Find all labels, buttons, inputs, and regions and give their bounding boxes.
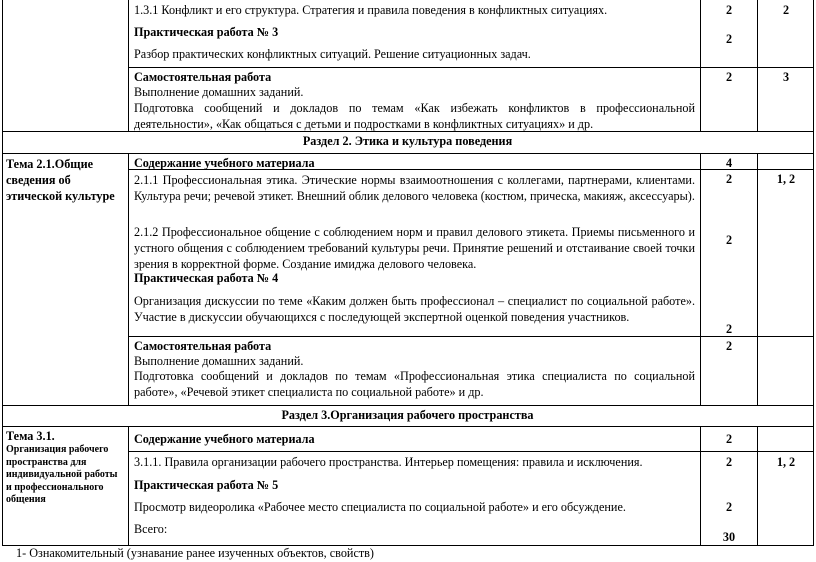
hours-2-1-2: 2 xyxy=(725,233,733,247)
self-work-line1-1: Выполнение домашних заданий. xyxy=(134,85,304,99)
hours-practical-3: 2 xyxy=(725,32,733,46)
practical-5-title: Практическая работа № 5 xyxy=(134,478,279,492)
section-2-title: Раздел 2. Этика и культура поведения xyxy=(302,134,513,148)
item-3-1-1: 3.1.1. Правила организации рабочего пространства. Интерьер помещения: правила и исключения. xyxy=(134,455,643,469)
hours-self-work-2: 2 xyxy=(725,339,733,353)
hours-practical-5: 2 xyxy=(725,500,733,514)
practical-5-text: Просмотр видеоролика «Рабочее место специалиста по социальной работе» и его обсуждение. xyxy=(134,500,626,514)
hours-content-3-1: 2 xyxy=(725,432,733,446)
hours-2-1-1: 2 xyxy=(725,172,733,186)
practical-3-text: Разбор практических конфликтных ситуаций. Решение ситуационных задач. xyxy=(134,47,531,61)
self-work-line2-1: Подготовка сообщений и докладов по темам «Как избежать конфликтов в профессиональной деятельности», «Как общаться с детьми и подростками в конфликтных ситуациях» и др. xyxy=(134,101,695,131)
level-block1: 2 xyxy=(782,3,790,17)
practical-4-title: Практическая работа № 4 xyxy=(134,271,279,285)
total-hours: 30 xyxy=(722,530,736,544)
hours-self-work-1: 2 xyxy=(725,70,733,84)
hours-3-1-1: 2 xyxy=(725,455,733,469)
self-work-title-2: Самостоятельная работа xyxy=(134,339,272,353)
item-2-1-2: 2.1.2 Профессиональное общение с соблюдением норм и правил делового этикета. Приемы письменного и устного общения с соблюдением требований культуры речи. Принятие решений и отстаивание своей точки зрения в корректной форме. Создание имиджа делового человека. xyxy=(134,225,695,271)
theme-3-1-name: Организация рабочего пространства для индивидуальной работы и профессионального общения xyxy=(6,444,118,505)
level-self-work-1: 3 xyxy=(782,70,790,84)
theme-2-1-name: Тема 2.1.Общие сведения об этической культуре xyxy=(6,157,115,203)
level-3-1: 1, 2 xyxy=(776,455,796,469)
footnote: 1- Ознакомительный (узнавание ранее изученных объектов, свойств) xyxy=(16,546,374,560)
hours-practical-4: 2 xyxy=(725,322,733,336)
hours-content-2-1: 4 xyxy=(725,156,733,170)
content-header-3-1: Содержание учебного материала xyxy=(134,432,315,446)
theme-3-1-title: Тема 3.1. xyxy=(6,429,55,443)
practical-3-title: Практическая работа № 3 xyxy=(134,25,279,39)
level-2-1: 1, 2 xyxy=(776,172,796,186)
self-work-line2-2: Подготовка сообщений и докладов по темам «Профессиональная этика специалиста по социальной работе», «Речевой этикет специалиста по социальной работе» и др. xyxy=(134,369,695,399)
total-label: Всего: xyxy=(134,522,168,536)
self-work-line1-2: Выполнение домашних заданий. xyxy=(134,354,304,368)
hours-1-3-1: 2 xyxy=(725,3,733,17)
content-header-2-1: Содержание учебного материала xyxy=(134,156,315,170)
item-2-1-1: 2.1.1 Профессиональная этика. Этические нормы взаимоотношения с коллегами, партнерами, клиентами. Культура речи; речевой этикет. Внешний облик делового человека (костюм, прическа, макияж, аксессуары). xyxy=(134,173,695,203)
practical-4-text: Организация дискуссии по теме «Каким должен быть профессионал – специалист по социальной работе». Участие в дискуссии обучающихся с последующей экспертной оценкой поведения участников. xyxy=(134,294,695,324)
topic-1-3-1: 1.3.1 Конфликт и его структура. Стратегия и правила поведения в конфликтных ситуациях. xyxy=(134,3,608,17)
self-work-title-1: Самостоятельная работа xyxy=(134,70,272,84)
section-3-title: Раздел 3.Организация рабочего пространства xyxy=(281,408,534,422)
